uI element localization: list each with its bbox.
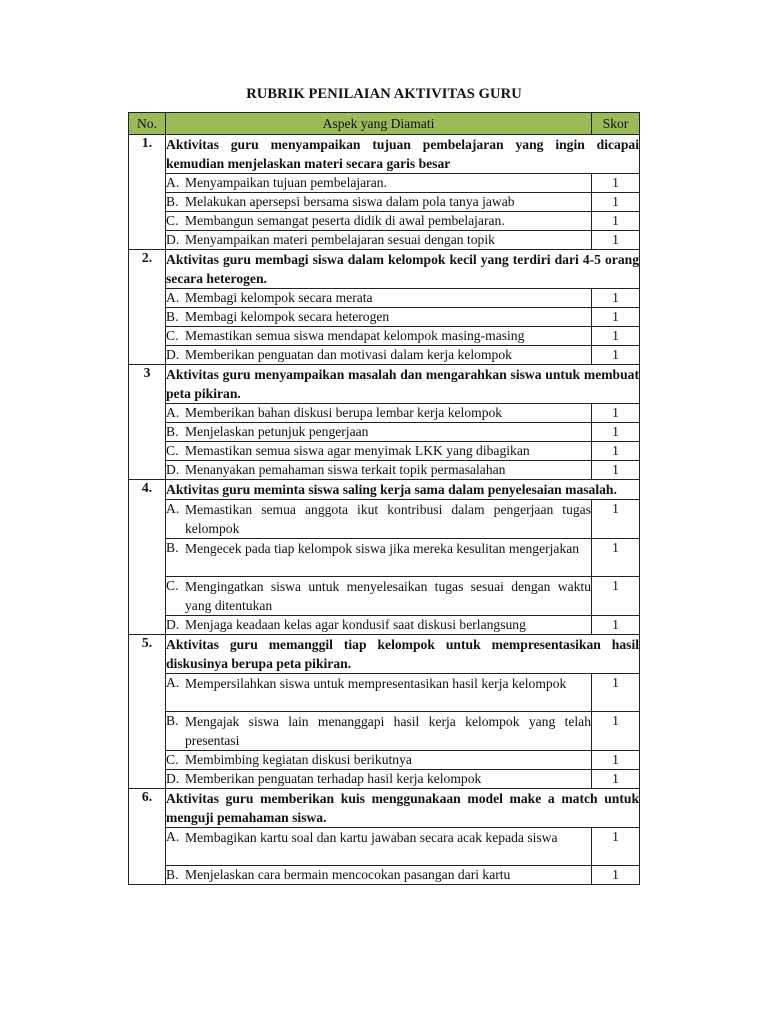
item-cell [166,404,592,423]
item-letter: D. [166,617,180,632]
table-row [129,423,640,442]
item-score: 1 [592,500,640,539]
table-row [129,770,640,789]
item-score: 1 [592,404,640,423]
item-cell [166,674,592,712]
table-row [129,674,640,712]
item-letter: D. [166,771,180,786]
item-cell [166,193,592,212]
table-row [129,577,640,616]
table-row [129,346,640,365]
item-cell [166,308,592,327]
item-score: 1 [592,308,640,327]
item-text: Menjelaskan petunjuk pengerjaan [185,424,369,439]
item-score: 1 [592,770,640,789]
item-score: 1 [592,751,640,770]
rubric-table [128,112,640,885]
table-row [129,712,640,751]
item-score: 1 [592,539,640,577]
item-letter: B. [166,424,179,439]
item-text: Mengingatkan siswa untuk menyelesaikan tugas sesuai dengan waktu yang ditentukan [185,579,591,613]
item-cell [166,461,592,480]
item-cell [166,327,592,346]
item-cell [166,751,592,770]
item-cell [166,231,592,250]
item-text: Menanyakan pemahaman siswa terkait topik permasalahan [185,462,506,477]
item-text: Memastikan semua siswa agar menyimak LKK yang dibagikan [185,443,530,458]
item-cell [166,828,592,866]
item-letter: A. [166,675,180,690]
table-row [129,212,640,231]
item-cell [166,423,592,442]
item-score: 1 [592,327,640,346]
item-letter: B. [166,713,179,728]
item-text: Mempersilahkan siswa untuk mempresentasikan hasil kerja kelompok [185,676,567,691]
header-aspek: Aspek yang Diamati [166,113,592,135]
item-text: Menyampaikan materi pembelajaran sesuai dengan topik [185,232,495,247]
table-row [129,500,640,539]
item-score: 1 [592,442,640,461]
item-score: 1 [592,193,640,212]
section-row [129,480,640,500]
item-letter: B. [166,194,179,209]
item-letter: D. [166,462,180,477]
table-row [129,461,640,480]
table-row [129,174,640,193]
section-number: 1. [129,135,166,250]
item-text: Melakukan apersepsi bersama siswa dalam pola tanya jawab [185,194,515,209]
item-letter: D. [166,232,180,247]
item-cell [166,346,592,365]
table-row [129,327,640,346]
item-letter: A. [166,829,180,844]
section-title: Aktivitas guru memberikan kuis menggunakaan model make a match untuk menguji pemahaman siswa. [166,789,640,828]
header-no: No. [129,113,166,135]
table-row [129,866,640,885]
item-cell [166,174,592,193]
section-row [129,365,640,404]
table-row [129,616,640,635]
item-letter: B. [166,309,179,324]
item-letter: C. [166,752,179,767]
item-letter: C. [166,328,179,343]
table-row [129,308,640,327]
item-text: Mengajak siswa lain menanggapi hasil kerja kelompok yang telah presentasi [185,714,591,748]
item-text: Memberikan bahan diskusi berupa lembar kerja kelompok [185,405,503,420]
section-number: 4. [129,480,166,635]
item-letter: D. [166,347,180,362]
section-number: 6. [129,789,166,885]
item-score: 1 [592,461,640,480]
item-text: Memberikan penguatan terhadap hasil kerja kelompok [185,771,482,786]
section-title: Aktivitas guru memanggil tiap kelompok untuk mempresentasikan hasil diskusinya berupa peta pikiran. [166,635,640,674]
item-cell [166,442,592,461]
item-text: Menjelaskan cara bermain mencocokan pasangan dari kartu [185,867,511,882]
item-letter: C. [166,578,179,593]
table-row [129,231,640,250]
item-score: 1 [592,212,640,231]
section-number: 2. [129,250,166,365]
item-score: 1 [592,346,640,365]
item-letter: C. [166,213,179,228]
item-text: Membagi kelompok secara heterogen [185,309,390,324]
item-letter: B. [166,867,179,882]
item-text: Menjaga keadaan kelas agar kondusif saat diskusi berlangsung [185,617,526,632]
item-score: 1 [592,423,640,442]
item-letter: C. [166,443,179,458]
item-text: Memberikan penguatan dan motivasi dalam kerja kelompok [185,347,512,362]
item-cell [166,212,592,231]
section-title: Aktivitas guru menyampaikan masalah dan mengarahkan siswa untuk membuat peta pikiran. [166,365,640,404]
item-text: Membangun semangat peserta didik di awal pembelajaran. [185,213,505,228]
section-row [129,250,640,289]
item-letter: A. [166,405,180,420]
item-cell [166,616,592,635]
item-letter: A. [166,501,180,516]
item-score: 1 [592,674,640,712]
table-row [129,193,640,212]
section-title: Aktivitas guru membagi siswa dalam kelompok kecil yang terdiri dari 4-5 orang secara heterogen. [166,250,640,289]
section-title: Aktivitas guru meminta siswa saling kerja sama dalam penyelesaian masalah. [166,480,640,500]
section-number: 5. [129,635,166,789]
item-cell [166,500,592,539]
item-cell [166,770,592,789]
item-score: 1 [592,712,640,751]
item-score: 1 [592,577,640,616]
rubric-body [129,135,640,885]
table-row [129,539,640,577]
item-cell [166,577,592,616]
item-text: Membimbing kegiatan diskusi berikutnya [185,752,412,767]
table-row [129,289,640,308]
item-cell [166,539,592,577]
item-text: Memastikan semua anggota ikut kontribusi dalam pengerjaan tugas kelompok [185,502,591,536]
section-row [129,635,640,674]
section-row [129,789,640,828]
item-cell [166,289,592,308]
item-cell [166,866,592,885]
item-letter: A. [166,290,180,305]
item-text: Membagikan kartu soal dan kartu jawaban secara acak kepada siswa [185,830,558,845]
table-row [129,404,640,423]
document-title: RUBRIK PENILAIAN AKTIVITAS GURU [246,86,522,102]
section-title: Aktivitas guru menyampaikan tujuan pembelajaran yang ingin dicapai kemudian menjelaskan materi secara garis besar [166,135,640,174]
item-letter: A. [166,175,180,190]
table-header-row [129,113,640,135]
item-cell [166,712,592,751]
item-letter: B. [166,540,179,555]
item-score: 1 [592,174,640,193]
item-text: Mengecek pada tiap kelompok siswa jika mereka kesulitan mengerjakan [185,541,580,556]
item-score: 1 [592,231,640,250]
section-row [129,135,640,174]
item-score: 1 [592,289,640,308]
item-score: 1 [592,616,640,635]
item-text: Menyampaikan tujuan pembelajaran. [185,175,387,190]
item-score: 1 [592,828,640,866]
table-row [129,751,640,770]
table-row [129,442,640,461]
item-text: Membagi kelompok secara merata [185,290,373,305]
item-text: Memastikan semua siswa mendapat kelompok masing-masing [185,328,525,343]
table-row [129,828,640,866]
item-score: 1 [592,866,640,885]
header-skor: Skor [592,113,640,135]
section-number: 3 [129,365,166,480]
